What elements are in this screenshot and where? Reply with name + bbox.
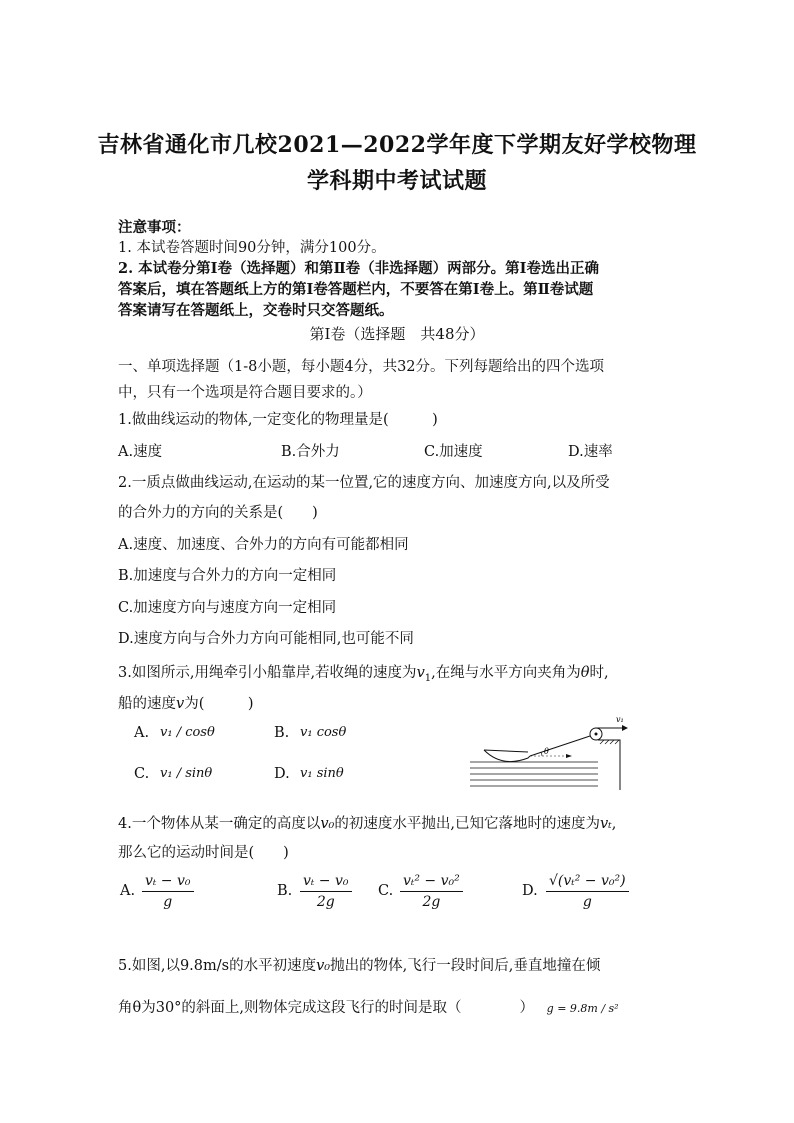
q2-stem-line2: 的合外力的方向的关系是( )	[118, 505, 318, 521]
q3-option-c-math: v₁ / sinθ	[160, 766, 213, 781]
q3-stem2-v: v	[176, 696, 185, 712]
q2-option-c: C.加速度方向与速度方向一定相同	[118, 600, 337, 616]
q4-option-d-label: D.	[522, 883, 538, 899]
q4-option-c-fraction	[400, 873, 463, 910]
boat-deck	[484, 750, 528, 752]
q3-option-b-math: v₁ cosθ	[300, 725, 347, 740]
velocity-arrow	[566, 754, 572, 758]
q4-option-b-numerator: vₜ − v₀	[300, 873, 352, 892]
q4-stem-line2: 那么它的运动时间是( )	[118, 845, 289, 861]
q3-stem1-text-a: 3.如图所示,用绳牵引小船靠岸,若收绳的速度为	[118, 665, 417, 681]
q4-stem1-vt: vₜ	[599, 816, 612, 832]
q4-option-c-label: C.	[378, 883, 394, 899]
section-intro-line2: 中，只有一个选项是符合题目要求的。）	[118, 385, 372, 401]
notes-line4: 答案请写在答题纸上，交卷时只交答题纸。	[118, 302, 394, 319]
q1-stem: 1.做曲线运动的物体,一定变化的物理量是( )	[118, 412, 438, 428]
q5-stem-line1	[118, 954, 600, 975]
q3-option-a-label: A.	[134, 725, 150, 741]
q2-stem-line1: 2.一质点做曲线运动,在运动的某一位置,它的速度方向、加速度方向,以及所受	[118, 475, 610, 491]
q4-stem1-text-a: 4.一个物体从某一确定的高度以	[118, 816, 321, 832]
q4-option-d-denominator: g	[582, 894, 592, 910]
notes-line2: 2. 本试卷分第Ⅰ卷（选择题）和第Ⅱ卷（非选择题）两部分。第Ⅰ卷选出正确	[118, 260, 599, 277]
q4-stem1-text-b: 的初速度水平抛出,已知它落地时的速度为	[334, 816, 600, 832]
q4-option-a-label: A.	[120, 883, 136, 899]
q2-option-a: A.速度、加速度、合外力的方向有可能都相同	[118, 537, 409, 553]
q3-option-c-label: C.	[134, 766, 150, 782]
q5-gravity-value: g = 9.8m / s²	[546, 1002, 619, 1015]
notes-heading: 注意事项：	[118, 219, 191, 236]
q4-option-d-numerator: √(vₜ² − v₀²)	[546, 873, 629, 892]
q3-stem1-text-b: ,在绳与水平方向夹角为	[431, 665, 581, 681]
q1-option-b: B.合外力	[281, 444, 340, 460]
q1-option-a: A.速度	[118, 444, 163, 460]
notes-line3: 答案后，填在答题纸上方的第Ⅰ卷答题栏内，不要答在第Ⅰ卷上。第Ⅱ卷试题	[118, 281, 594, 298]
notes-line1: 1. 本试卷答题时间90分钟，满分100分。	[118, 240, 386, 256]
river-bank	[598, 740, 620, 790]
q5-stem1-v0: v₀	[316, 958, 331, 974]
q1-option-c: C.加速度	[424, 444, 483, 460]
q3-option-a-math: v₁ / cosθ	[160, 725, 215, 740]
q4-option-a-denominator: g	[163, 894, 173, 910]
q2-option-d: D.速度方向与合外力方向可能相同,也可能不同	[118, 631, 414, 647]
angle-arc	[541, 752, 542, 756]
rope-to-boat	[530, 736, 590, 756]
boat-rope-figure	[470, 712, 630, 790]
q3-option-b-label: B.	[274, 725, 290, 741]
fig-v1-label: v₁	[616, 715, 624, 724]
fig-theta-label: θ	[544, 747, 549, 756]
q5-stem1-text-b: 抛出的物体,飞行一段时间后,垂直地撞在倾	[330, 958, 601, 974]
q4-stem1-v0: v₀	[320, 816, 335, 832]
exam-title-line2: 学科期中考试试题	[306, 168, 487, 194]
q4-option-c-denominator: 2g	[422, 894, 441, 910]
q3-stem1-sub: 1	[424, 672, 432, 684]
q3-stem-line1	[118, 661, 609, 684]
q3-stem-line2	[118, 692, 254, 713]
q4-option-a-numerator: vₜ − v₀	[142, 873, 194, 892]
q4-stem-line1	[118, 812, 616, 833]
q3-option-d-math: v₁ sinθ	[300, 766, 344, 781]
pulley-axle	[595, 733, 598, 736]
q3-stem2-text-a: 船的速度	[118, 696, 176, 712]
q4-option-b-label: B.	[277, 883, 293, 899]
q4-option-b-denominator: 2g	[316, 894, 335, 910]
q3-stem1-theta: θ	[580, 665, 590, 681]
q5-stem1-text-a: 5.如图,以9.8m/s的水平初速度	[118, 958, 317, 974]
exam-title-line1: 吉林省通化市几校2021—2022学年度下学期友好学校物理	[97, 132, 697, 158]
q4-stem1-text-c: ,	[611, 816, 617, 832]
bank-hatching	[600, 740, 619, 744]
q3-stem2-text-b: 为( )	[184, 696, 254, 712]
q2-option-b: B.加速度与合外力的方向一定相同	[118, 568, 337, 584]
section-title: 第Ⅰ卷（选择题 共48分）	[309, 325, 485, 343]
section-intro-line1: 一、单项选择题（1-8小题，每小题4分，共32分。下列每题给出的四个选项	[118, 359, 605, 375]
q3-stem1-text-c: 时,	[589, 665, 609, 681]
q5-stem2-text: 角θ为30°的斜面上,则物体完成这段飞行的时间是取（ ）	[118, 1000, 535, 1016]
q5-stem-line2	[118, 996, 619, 1017]
q1-option-d: D.速率	[568, 444, 613, 460]
q3-stem1-v: v	[416, 665, 425, 681]
q4-option-d-fraction	[546, 873, 629, 910]
pull-arrow	[622, 725, 628, 731]
water	[470, 762, 598, 786]
q4-option-b-fraction	[300, 873, 352, 910]
q4-option-c-numerator: vₜ² − v₀²	[400, 873, 463, 892]
q3-option-d-label: D.	[274, 766, 290, 782]
q4-option-a-fraction	[142, 873, 194, 910]
